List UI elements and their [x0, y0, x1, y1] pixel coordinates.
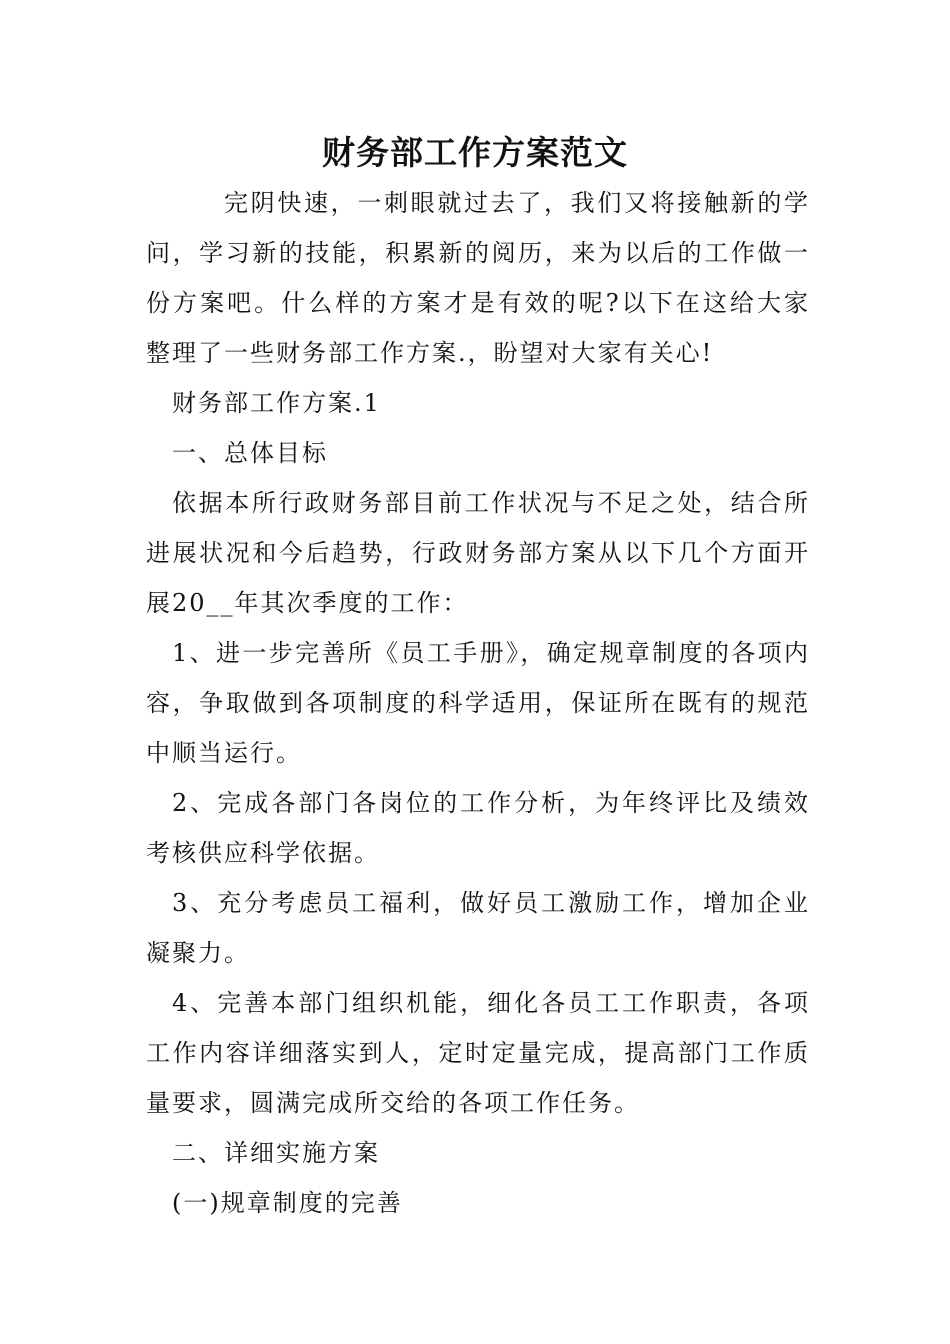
goal-item-4: 4、完善本部门组织机能，细化各员工工作职责，各项工作内容详细落实到人，定时定量完成，提高部门工作质量要求，圆满完成所交给的各项工作任务。	[146, 989, 810, 1117]
section-heading-implementation: 二、详细实施方案	[172, 1139, 380, 1167]
goal-item-1: 1、进一步完善所《员工手册》，确定规章制度的各项内容，争取做到各项制度的科学适用，保证所在既有的规范中顺当运行。	[146, 639, 810, 767]
section-heading-overall-goal: 一、总体目标	[172, 439, 328, 467]
intro-paragraph: 完阴快速，一刺眼就过去了，我们又将接触新的学问，学习新的技能，积累新的阅历，来为以后的工作做一份方案吧。什么样的方案才是有效的呢?以下在这给大家整理了一些财务部工作方案.，盼望对大家有关心!	[146, 189, 810, 367]
document-title: 财务部工作方案范文	[322, 133, 628, 172]
goal-item-3: 3、充分考虑员工福利，做好员工激励工作，增加企业凝聚力。	[146, 889, 810, 967]
document-body	[146, 178, 810, 1228]
goal-paragraph: 依据本所行政财务部目前工作状况与不足之处，结合所进展状况和今后趋势，行政财务部方案从以下几个方面开展20__年其次季度的工作：	[146, 489, 810, 617]
goal-item-2: 2、完成各部门各岗位的工作分析，为年终评比及绩效考核供应科学依据。	[146, 789, 810, 867]
plan-heading-1: 财务部工作方案.1	[172, 389, 381, 417]
subsection-heading-rules: (一)规章制度的完善	[172, 1189, 403, 1217]
